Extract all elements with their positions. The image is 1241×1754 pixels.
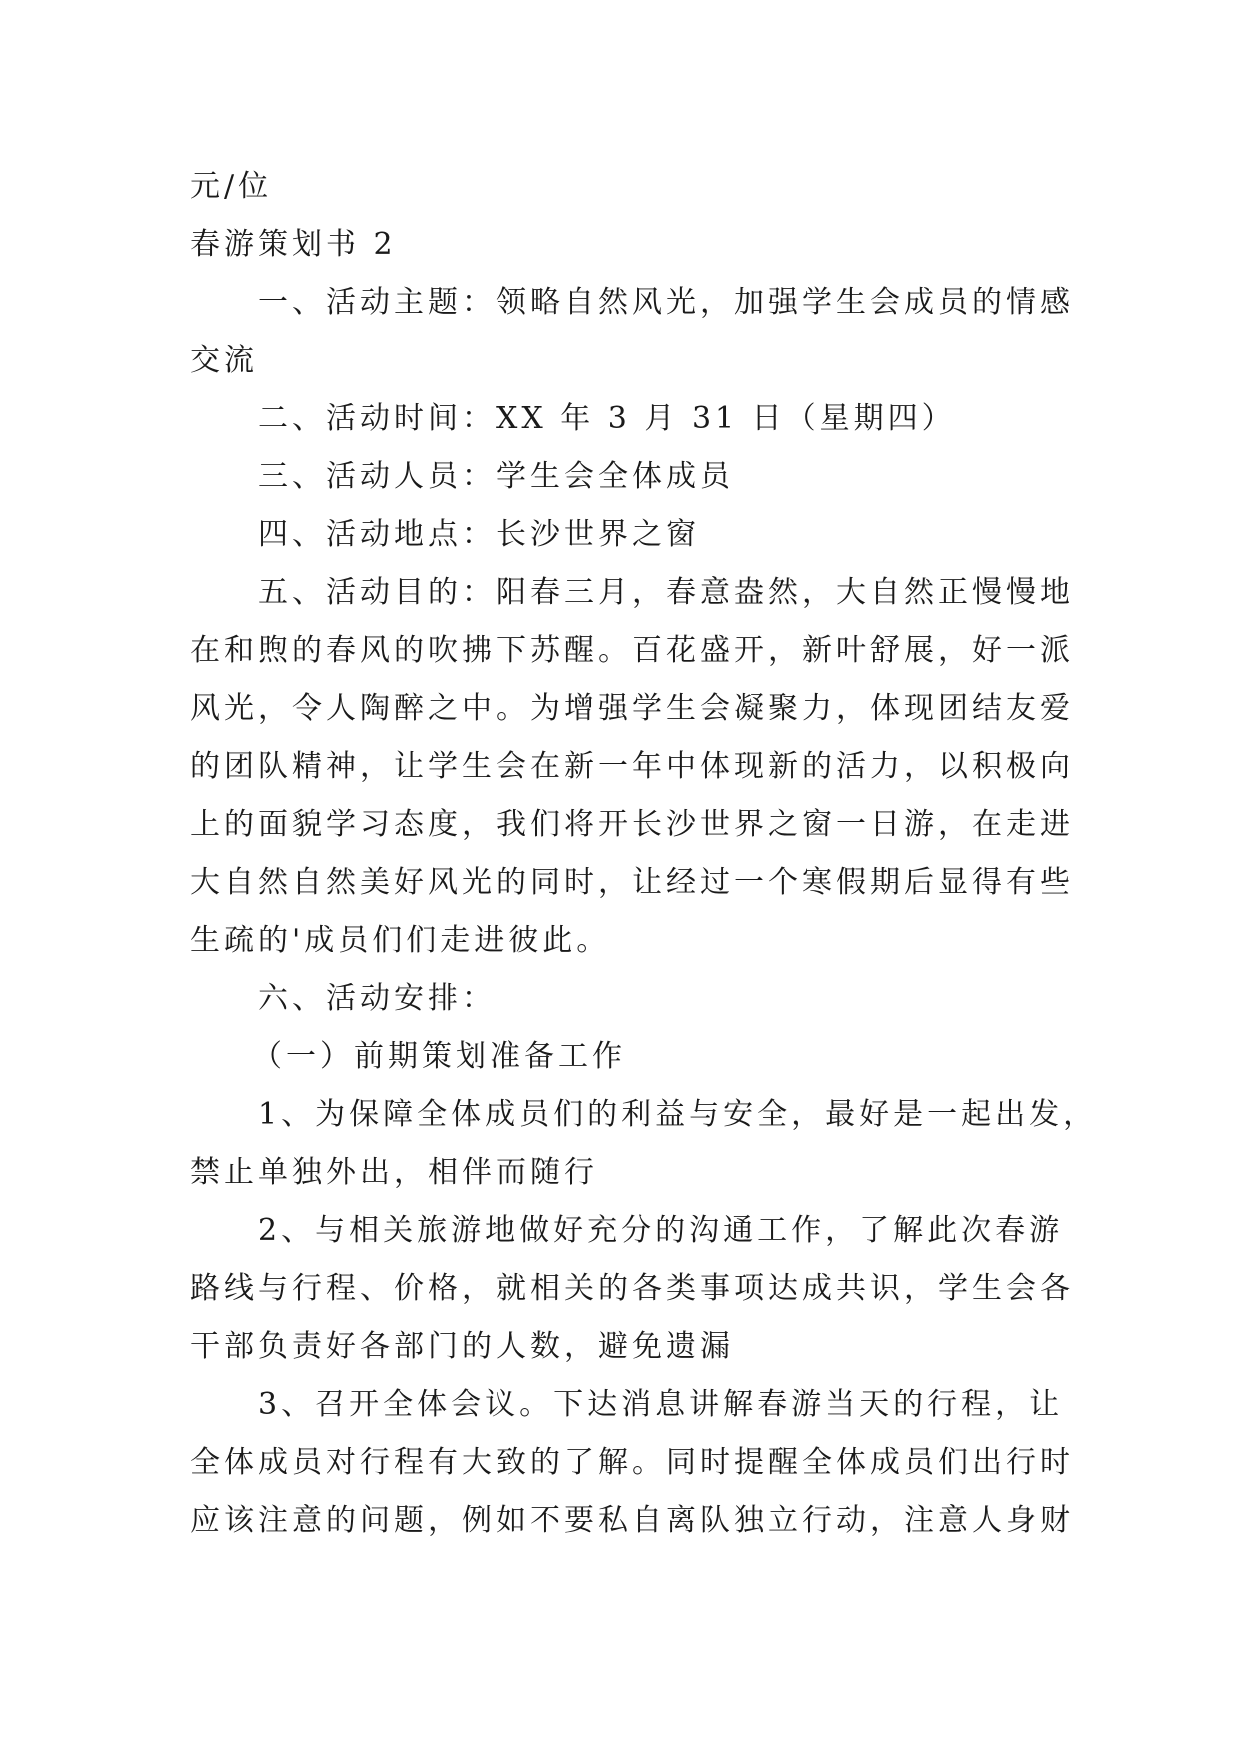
subsection-heading: （一）前期策划准备工作	[252, 1039, 626, 1074]
text-line: 五、活动目的：阳春三月，春意盎然，大自然正慢慢地	[258, 575, 1074, 610]
text-line: 上的面貌学习态度，我们将开长沙世界之窗一日游，在走进	[190, 807, 1074, 842]
text-line: 大自然自然美好风光的同时，让经过一个寒假期后显得有些	[190, 865, 1074, 900]
text-line: 应该注意的问题，例如不要私自离队独立行动，注意人身财	[190, 1503, 1074, 1538]
text-line: 三、活动人员：学生会全体成员	[258, 459, 734, 494]
text-line: 四、活动地点：长沙世界之窗	[258, 517, 700, 552]
text-line: 六、活动安排：	[258, 981, 496, 1016]
text-line: 生疏的'成员们们走进彼此。	[190, 923, 611, 958]
section-heading: 春游策划书 2	[190, 227, 397, 262]
document-body	[190, 158, 1098, 1550]
text-line: 一、活动主题：领略自然风光，加强学生会成员的情感	[258, 285, 1074, 320]
text-line: 1、为保障全体成员们的利益与安全，最好是一起出发，	[258, 1097, 1098, 1132]
text-line: 风光，令人陶醉之中。为增强学生会凝聚力，体现团结友爱	[190, 691, 1074, 726]
text-line: 路线与行程、价格，就相关的各类事项达成共识，学生会各	[190, 1271, 1074, 1306]
text-line: 元/位	[190, 169, 273, 204]
text-line: 干部负责好各部门的人数，避免遗漏	[190, 1329, 734, 1364]
text-line: 的团队精神，让学生会在新一年中体现新的活力，以积极向	[190, 749, 1074, 784]
text-line: 禁止单独外出，相伴而随行	[190, 1155, 598, 1190]
text-line: 2、与相关旅游地做好充分的沟通工作，了解此次春游	[258, 1213, 1064, 1248]
text-line: 二、活动时间：XX 年 3 月 31 日（星期四）	[258, 401, 956, 436]
text-line: 在和煦的春风的吹拂下苏醒。百花盛开，新叶舒展，好一派	[190, 633, 1074, 668]
text-line: 3、召开全体会议。下达消息讲解春游当天的行程，让	[258, 1387, 1064, 1422]
text-line: 交流	[190, 343, 258, 378]
text-line: 全体成员对行程有大致的了解。同时提醒全体成员们出行时	[190, 1445, 1074, 1480]
